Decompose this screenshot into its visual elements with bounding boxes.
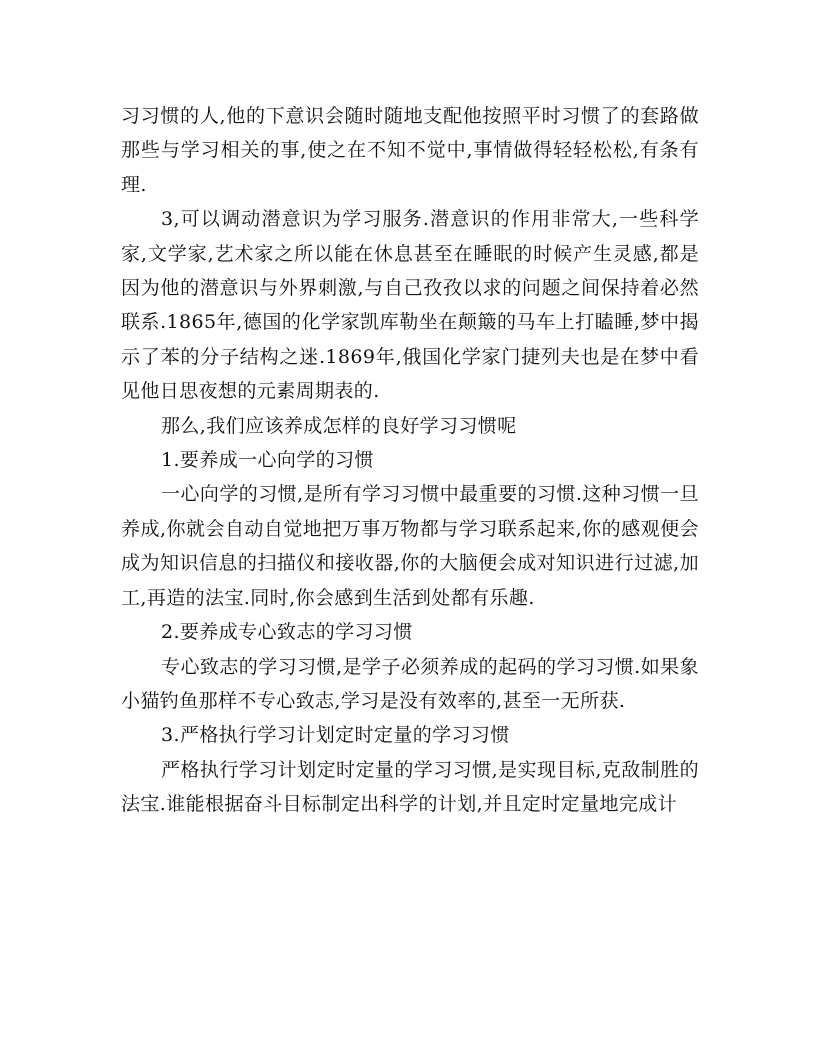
paragraph-continuation: 习习惯的人,他的下意识会随时随地支配他按照平时习惯了的套路做那些与学习相关的事,使之在不知不觉中,事情做得轻轻松松,有条有理. bbox=[121, 105, 699, 196]
document-body bbox=[121, 99, 699, 822]
section-heading-1: 1.要养成一心向学的习惯 bbox=[161, 449, 374, 472]
section-heading-3: 3.严格执行学习计划定时定量的学习习惯 bbox=[161, 724, 510, 747]
paragraph-study-plan: 严格执行学习计划定时定量的学习习惯,是实现目标,克敌制胜的法宝.谁能根据奋斗目标制定出科学的计划,并且定时定量地完成计 bbox=[121, 758, 699, 816]
paragraph-concentration: 专心致志的学习习惯,是学子必须养成的起码的学习习惯.如果象小猫钓鱼那样不专心致志,学习是没有效率的,甚至一无所获. bbox=[121, 655, 699, 712]
paragraph-focus-on-learning: 一心向学的习惯,是所有学习习惯中最重要的习惯.这种习惯一旦养成,你就会自动自觉地把万事万物都与学习联系起来,你的感观便会成为知识信息的扫描仪和接收器,你的大脑便会成对知识进行过滤,加工,再造的法宝.同时,你会感到生活到处都有乐趣. bbox=[121, 483, 699, 609]
paragraph-subconscious: 3,可以调动潜意识为学习服务.潜意识的作用非常大,一些科学家,文学家,艺术家之所以能在休息甚至在睡眠的时候产生灵感,都是因为他的潜意识与外界刺激,与自己孜孜以求的问题之间保持着必然联系.1865年,德国的化学家凯库勒坐在颠簸的马车上打瞌睡,梦中揭示了苯的分子结构之迷.1869年,俄国化学家门捷列夫也是在梦中看见他日思夜想的元素周期表的. bbox=[121, 208, 699, 403]
section-heading-2: 2.要养成专心致志的学习习惯 bbox=[161, 621, 413, 644]
paragraph-question: 那么,我们应该养成怎样的良好学习习惯呢 bbox=[161, 414, 517, 437]
